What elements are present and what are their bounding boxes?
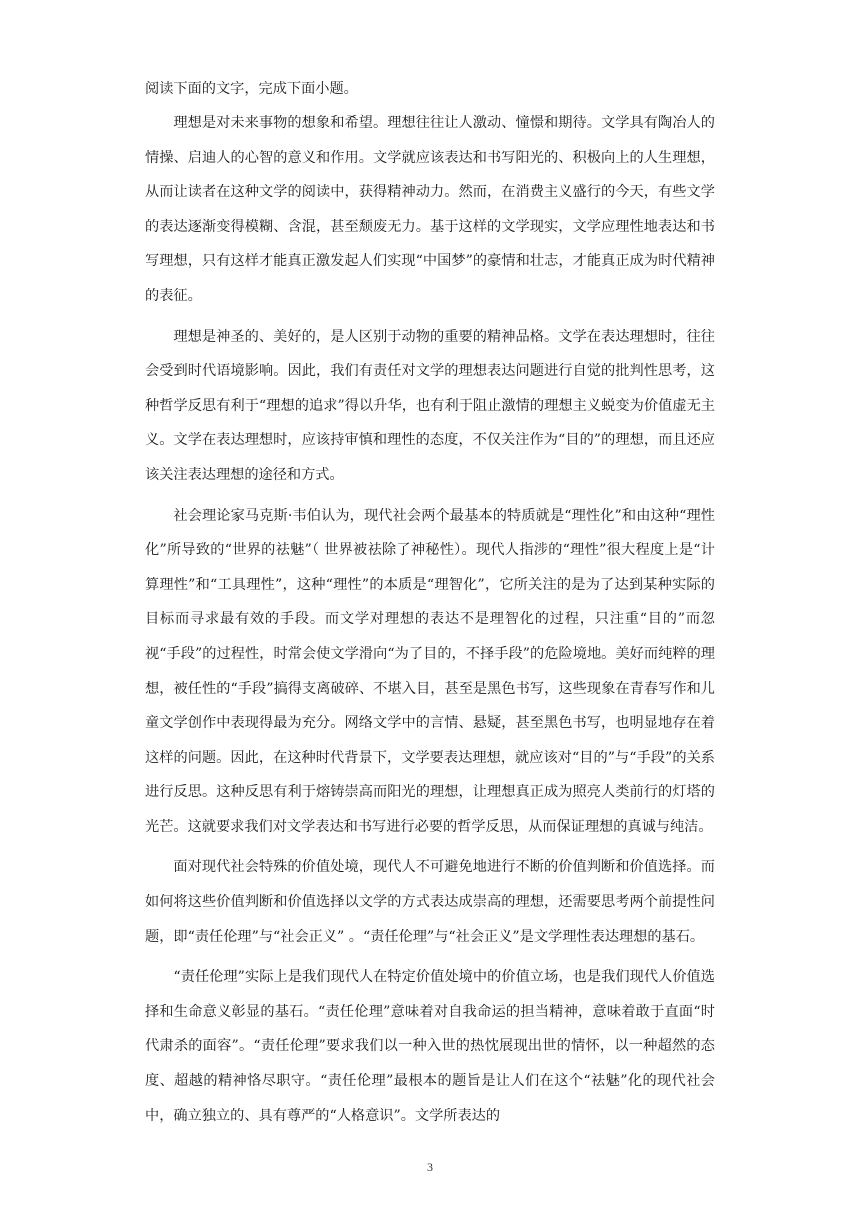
page-number: 3	[427, 1160, 433, 1174]
question-instruction: 阅读下面的文字，完成下面小题。	[145, 81, 358, 97]
paragraph-3: 社会理论家马克斯·韦伯认为，现代社会两个最基本的特质就是“理性化”和由这种“理性化”所导致的“世界的祛魅”（ 世界被祛除了神秘性）。现代人指涉的“理性”很大程度上是“计算理性”和“工具理性”，这种“理性”的本质是“理智化”，它所关注的是为了达到某种实际的目标而寻求最有效的手段。而文学对理想的表达不是理智化的过程，只注重“目的”而忽视“手段”的过程性，时常会使文学滑向“为了目的，不择手段”的危险境地。美好而纯粹的理想，被任性的“手段”搞得支离破碎、不堪入目，甚至是黑色书写，这些现象在青春写作和儿童文学创作中表现得最为充分。网络文学中的言情、悬疑，甚至黑色书写，也明显地存在着这样的问题。因此，在这种时代背景下，文学要表达理想，就应该对“目的”与“手段”的关系进行反思。这种反思有利于熔铸崇高而阳光的理想，让理想真正成为照亮人类前行的灯塔的光芒。这就要求我们对文学表达和书写进行必要的哲学反思，从而保证理想的真诚与纯洁。	[145, 507, 715, 835]
paragraph-4: 面对现代社会特殊的价值处境，现代人不可避免地进行不断的价值判断和价值选择。而如何将这些价值判断和价值选择以文学的方式表达成崇高的理想，还需要思考两个前提性问题，即“责任伦理”与“社会正义” 。“责任伦理”与“社会正义”是文学理性表达理想的基石。	[145, 859, 715, 945]
paragraph-2: 理想是神圣的、美好的，是人区别于动物的重要的精神品格。文学在表达理想时，往往会受到时代语境影响。因此，我们有责任对文学的理想表达问题进行自觉的批判性思考，这种哲学反思有利于“理想的追求”得以升华，也有利于阻止激情的理想主义蜕变为价值虚无主义。文学在表达理想时，应该持审慎和理性的态度，不仅关注作为“目的”的理想，而且还应该关注表达理想的途径和方式。	[145, 328, 715, 483]
document-body	[145, 72, 715, 1133]
paragraph-1: 理想是对未来事物的想象和希望。理想往往让人激动、憧憬和期待。文学具有陶冶人的情操、启迪人的心智的意义和作用。文学就应该表达和书写阳光的、积极向上的人生理想，从而让读者在这种文学的阅读中，获得精神动力。然而，在消费主义盛行的今天，有些文学的表达逐渐变得模糊、含混，甚至颓废无力。基于这样的文学现实，文学应理性地表达和书写理想，只有这样才能真正激发起人们实现“中国梦”的豪情和壮志，才能真正成为时代精神的表征。	[145, 115, 715, 304]
paragraph-5: “责任伦理”实际上是我们现代人在特定价值处境中的价值立场，也是我们现代人价值选择和生命意义彰显的基石。“责任伦理”意味着对自我命运的担当精神，意味着敢于直面“时代肃杀的面容”。“责任伦理”要求我们以一种入世的热忱展现出世的情怀，以一种超然的态度、超越的精神恪尽职守。“责任伦理”最根本的题旨是让人们在这个“祛魅”化的现代社会中，确立独立的、具有尊严的“人格意识”。文学所表达的	[145, 969, 715, 1124]
